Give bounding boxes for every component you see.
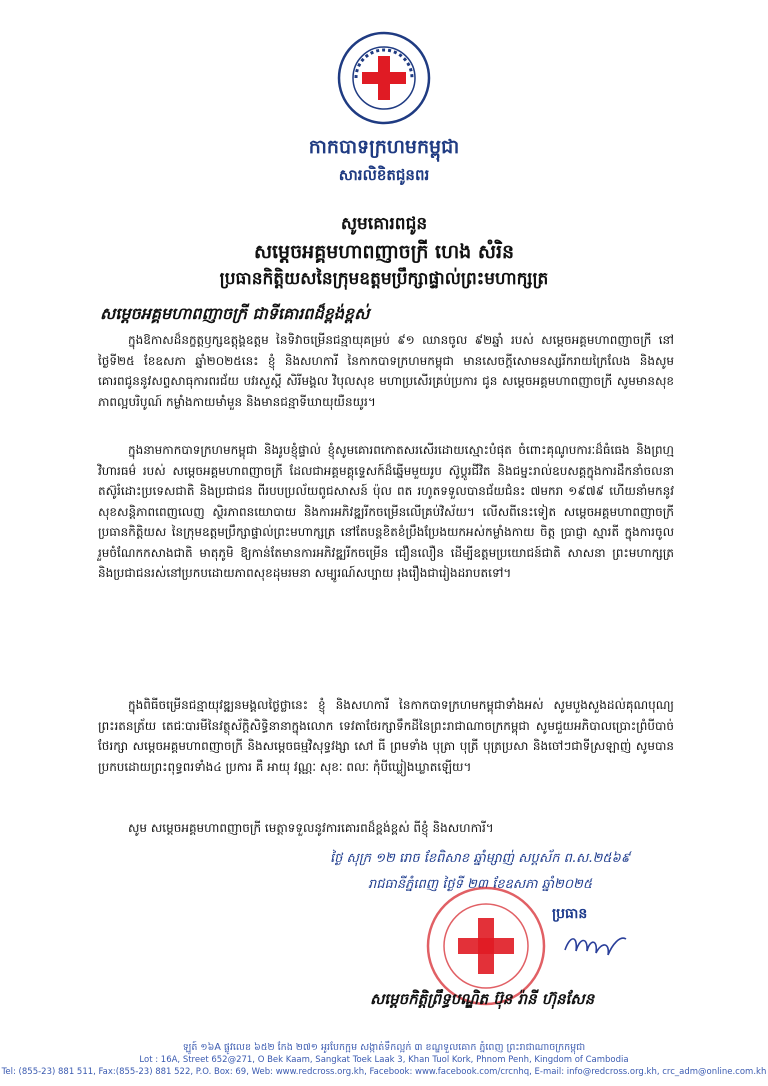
red-cross-logo: [336, 30, 432, 126]
paragraph-2-text: ក្នុងនាមកាកបាទក្រហមកម្ពុជា និងរូបខ្ញុំផ្ទាល់ ខ្ញុំសូមគោរពកោតសរសើរដោយស្មោះបំផុត ចំពោះគុណូបការៈដ៏ធំធេង និងព្រហ្មវិហារធម៌ របស់ សម្ដេចអគ្គមហាពញាចក្រី ដែលជាអគ្គមគ្គុទ្ទេសក៍ដ៏ឆ្នើមមួយរូប ស៊ូប្ដូរជីវិត និងជម្នះរាល់ឧបសគ្គក្នុងការដឹកនាំចលនាតស៊ូរំដោះប្រទេសជាតិ និងប្រជាជន ពីរបបប្រល័យពូជសាសន៍ ប៉ុល ពត រហូតទទួលបានជ័យជំនះ ៧មករា ១៩៧៩ ហើយនាំមកនូវសុខសន្តិភាពពេញលេញ ស្ថិរភាពនយោបាយ និងការអភិវឌ្ឍរីកចម្រើនលើគ្រប់វិស័យ។ លើសពីនេះទៀត សម្ដេចអគ្គមហាពញាចក្រី ប្រធានកិត្តិយស នៃក្រុមឧត្តមប្រឹក្សាផ្ទាល់ព្រះមហាក្សត្រ នៅតែបន្តខិតខំប្រឹងប្រែងយកអស់កម្លាំងកាយ ចិត្ត ប្រាជ្ញា ស្មារតី ក្នុងការចូលរួមចំណែកកសាងជាតិ មាតុភូមិ ឱ្យកាន់តែមានការអភិវឌ្ឍរីកចម្រើន ជឿនលឿន ដើម្បីឧត្តមប្រយោជន៍ជាតិ សាសនា ព្រះមហាក្សត្រ និងប្រជាជនរស់នៅប្រកបដោយភាពសុខដុមរមនា សម្បូរណ៍សប្បាយ រុងរឿងជារៀងដរាបតទៅ។: [98, 443, 674, 580]
salutation: សូមគោរពជូន: [340, 214, 428, 234]
footer-address-en: Lot : 16A, Street 652@271, O Bek Kaam, Sangkat Toek Laak 3, Khan Tuol Kork, Phnom Penh, Kingdom of Cambodia: [139, 1055, 629, 1065]
signatory-title: ប្រធាន: [552, 906, 588, 922]
signatory-name: សម្ដេចកិត្តិព្រឹទ្ធបណ្ឌិត ប៊ុន រ៉ានី ហ៊ុនសែន: [370, 990, 595, 1008]
footer-contacts: Tel: (855-23) 881 511, Fax:(855-23) 881 522, P.O. Box: 69, Web: www.redcross.org.kh, Facebook: www.facebook.com/crcnhq, E-mail: info@redcross.org.kh, crc_adm@online.com.kh: [1, 1067, 767, 1077]
paragraph-4: [98, 818, 674, 839]
lunar-date: ថ្ងៃ សុក្រ ១២ រោច ខែពិសាខ ឆ្នាំម្សាញ់ សប្តស័ក ព.ស.២៥៦៩: [330, 851, 630, 866]
solar-date: រាជធានីភ្នំពេញ ថ្ងៃទី ២៣ ខែឧសភា ឆ្នាំ២០២៥: [368, 877, 593, 892]
footer: [0, 1042, 768, 1078]
letter-type: សារលិខិតជូនពរ: [338, 166, 430, 184]
signature-icon: [560, 925, 630, 965]
organization-name: កាកបាទក្រហមកម្ពុជា: [308, 136, 460, 158]
paragraph-1: [98, 330, 674, 412]
recipient-name: សម្ដេចអគ្គមហាពញាចក្រី ហេង សំរិន: [253, 241, 515, 263]
paragraph-4-text: សូម សម្ដេចអគ្គមហាពញាចក្រី មេត្តាទទួលនូវការគោរពដ៏ខ្ពង់ខ្ពស់ ពីខ្ញុំ និងសហការី។: [128, 821, 494, 835]
paragraph-3: [98, 695, 674, 777]
paragraph-2: [98, 440, 674, 584]
paragraph-3-text: ក្នុងពិធីចម្រើនជន្មាយុវឌ្ឍនមង្គលថ្ងៃថ្លានេះ ខ្ញុំ និងសហការី នៃកាកបាទក្រហមកម្ពុជាទាំងអស់ សូមបួងសួងដល់គុណបុណ្យព្រះរតនត្រ័យ តេជៈបារមីនៃវត្ថុស័ក្ដិសិទ្ធិនានាក្នុងលោក ទេវតាថែរក្សាទឹកដីនៃព្រះរាជាណាចក្រកម្ពុជា សូមជួយអភិបាលប្រោះព្រំបីបាច់ថែរក្សា សម្ដេចអគ្គមហាពញាចក្រី និងសម្ដេចធម្មវិសុទ្ធវង្សា សៅ ធី ព្រមទាំង បុត្រា បុត្រី បុត្រប្រសា និងចៅៗជាទីស្រឡាញ់ សូមបានប្រកបដោយព្រះពុទ្ធពរទាំង៤ ប្រការ គឺ អាយុ វណ្ណៈ សុខៈ ពលៈ កុំបីឃ្លៀងឃ្លាតឡើយ។: [98, 698, 674, 774]
recipient-position: ប្រធានកិត្តិយសនៃក្រុមឧត្តមប្រឹក្សាផ្ទាល់ព្រះមហាក្សត្រ: [219, 269, 549, 289]
greeting: សម្ដេចអគ្គមហាពញាចក្រី ជាទីគោរពដ៏ខ្ពង់ខ្ពស់: [100, 304, 370, 323]
footer-address-kh: ឡូត៍ ១៦A ផ្លូវលេខ ៦៥២ កែង ២៧១ អូរបែកក្អម សង្កាត់ទឹកល្អក់ ៣ ខណ្ឌទួលគោក ភ្នំពេញ ព្រះរាជាណាចក្រកម្ពុជា: [182, 1042, 586, 1053]
paragraph-1-text: ក្នុងឱកាសដ៏នក្ខត្តឫក្សឧត្តុង្គឧត្តម នៃទិវាចម្រើនជន្មាយុគម្រប់ ៩១ ឈានចូល ៩២ឆ្នាំ របស់ សម្ដេចអគ្គមហាពញាចក្រី នៅថ្ងៃទី២៥ ខែឧសភា ឆ្នាំ២០២៥នេះ ខ្ញុំ និងសហការី នៃកាកបាទក្រហមកម្ពុជា មានសេចក្ដីសោមនស្សរីករាយក្រៃលែង និងសូមគោរពជូននូវសព្ទសាធុការពរជ័យ បវរសួស្ដី សិរីមង្គល វិបុលសុខ មហាប្រសើរគ្រប់ប្រការ ជូន សម្ដេចអគ្គមហាពញាចក្រី សូមមានសុខភាពល្អបរិបូណ៍ កម្លាំងកាយមាំមួន និងមានជន្មាទីឃាយុយឺនយូរ។: [98, 333, 674, 409]
